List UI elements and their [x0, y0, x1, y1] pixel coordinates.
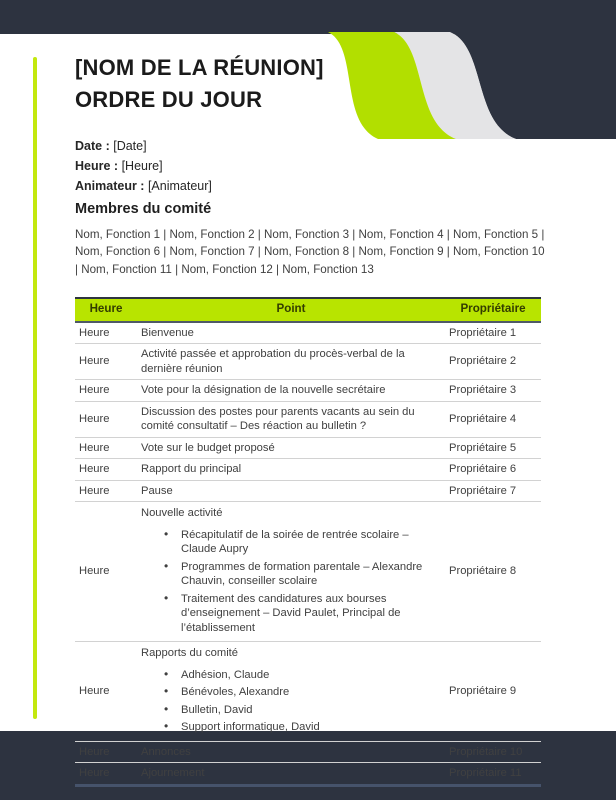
agenda-bullet-list [164, 528, 441, 636]
meta-date-row [75, 136, 212, 156]
left-accent-line [33, 57, 37, 719]
agenda-time-cell: Heure [75, 437, 137, 459]
agenda-time-cell: Heure [75, 401, 137, 437]
agenda-time-cell: Heure [75, 459, 137, 481]
agenda-time-cell: Heure [79, 767, 110, 779]
agenda-point-cell [137, 502, 445, 642]
agenda-owner-cell: Propriétaire 3 [445, 380, 541, 402]
agenda-owner-cell: Propriétaire 2 [445, 344, 541, 380]
agenda-time-cell: Heure [75, 322, 137, 344]
agenda-owner-cell: Propriétaire 8 [445, 502, 541, 642]
members-heading: Membres du comité [75, 201, 212, 217]
agenda-table [75, 297, 541, 787]
agenda-owner-cell: Propriétaire 5 [445, 437, 541, 459]
bullet-item: • Bénévoles, Alexandre [164, 685, 441, 700]
meta-facilitator-row [75, 176, 212, 196]
bullet-item: • Programmes de formation parentale – Alexandre Chauvin, conseiller scolaire [164, 560, 441, 589]
table-row [75, 763, 541, 786]
agenda-point-cell: Pause [137, 480, 445, 502]
time-label: Heure : [75, 159, 119, 173]
agenda-point-cell: Activité passée et approbation du procès-verbal de la dernière réunion [137, 344, 445, 380]
table-row [75, 741, 541, 763]
agenda-owner-cell: Propriétaire 1 [445, 322, 541, 344]
table-row [75, 344, 541, 380]
agenda-owner-cell: Propriétaire 6 [445, 459, 541, 481]
agenda-owner-cell: Propriétaire 4 [445, 401, 541, 437]
bullet-item: • Adhésion, Claude [164, 668, 441, 683]
agenda-point-cell: Vote sur le budget proposé [137, 437, 445, 459]
members-list: Nom, Fonction 1 | Nom, Fonction 2 | Nom, Fonction 3 | Nom, Fonction 4 | Nom, Fonction 5 | Nom, Fonction 6 | Nom, Fonction 7 | Nom, Fonction 8 | Nom, Fonction 9 | Nom, Fonction 10 | Nom, Fonction 11 | Nom, Fonction 12 | Nom, Fonction 13 [75, 228, 545, 276]
agenda-point-cell [137, 642, 445, 742]
header-proprietaire: Propriétaire [445, 298, 541, 322]
agenda-time-cell: Heure [75, 642, 137, 742]
agenda-owner-cell: Propriétaire 9 [445, 642, 541, 742]
agenda-table-container [75, 297, 541, 787]
agenda-point-cell: Annonces [137, 741, 445, 763]
date-value: [Date] [113, 139, 147, 153]
meeting-meta-block [75, 136, 212, 196]
table-row [75, 459, 541, 481]
header-heure: Heure [75, 298, 137, 322]
agenda-time-cell: Heure [75, 502, 137, 642]
table-row [75, 480, 541, 502]
bullet-item: • Récapitulatif de la soirée de rentrée scolaire – Claude Aupry [164, 528, 441, 557]
time-value: [Heure] [121, 159, 163, 173]
table-row [75, 380, 541, 402]
table-row [75, 401, 541, 437]
header-point: Point [137, 298, 445, 322]
agenda-owner-cell: Propriétaire 7 [445, 480, 541, 502]
table-row [75, 322, 541, 344]
agenda-owner-cell: Propriétaire 11 [449, 767, 522, 779]
table-header-row [75, 298, 541, 322]
facilitator-label: Animateur : [75, 179, 145, 193]
agenda-bullet-list [164, 668, 441, 735]
table-row [75, 437, 541, 459]
agenda-time-cell: Heure [75, 741, 137, 763]
agenda-point-title: Nouvelle activité [141, 507, 223, 519]
bullet-item: • Bulletin, David [164, 703, 441, 718]
page-title [75, 52, 324, 116]
agenda-owner-cell: Propriétaire 10 [445, 741, 541, 763]
agenda-time-cell: Heure [75, 480, 137, 502]
agenda-time-cell: Heure [75, 380, 137, 402]
agenda-time-cell: Heure [75, 344, 137, 380]
agenda-point-cell: Rapport du principal [137, 459, 445, 481]
table-row [75, 502, 541, 642]
bullet-item: • Support informatique, David [164, 720, 441, 735]
agenda-point-cell: Ajournement [141, 767, 205, 779]
table-row [75, 642, 541, 742]
page-title-line1: [NOM DE LA RÉUNION] [75, 55, 324, 80]
facilitator-value: [Animateur] [147, 179, 212, 193]
agenda-point-cell: Vote pour la désignation de la nouvelle secrétaire [137, 380, 445, 402]
page-title-line2: ORDRE DU JOUR [75, 87, 263, 112]
agenda-point-title: Rapports du comité [141, 647, 239, 659]
agenda-point-cell: Bienvenue [137, 322, 445, 344]
bullet-item: • Traitement des candidatures aux bourses d’enseignement – David Paulet, Principal de l’établissement [164, 592, 441, 636]
agenda-point-cell: Discussion des postes pour parents vacants au sein du comité consultatif – Des réaction au bulletin ? [137, 401, 445, 437]
date-label: Date : [75, 139, 110, 153]
meta-time-row [75, 156, 212, 176]
